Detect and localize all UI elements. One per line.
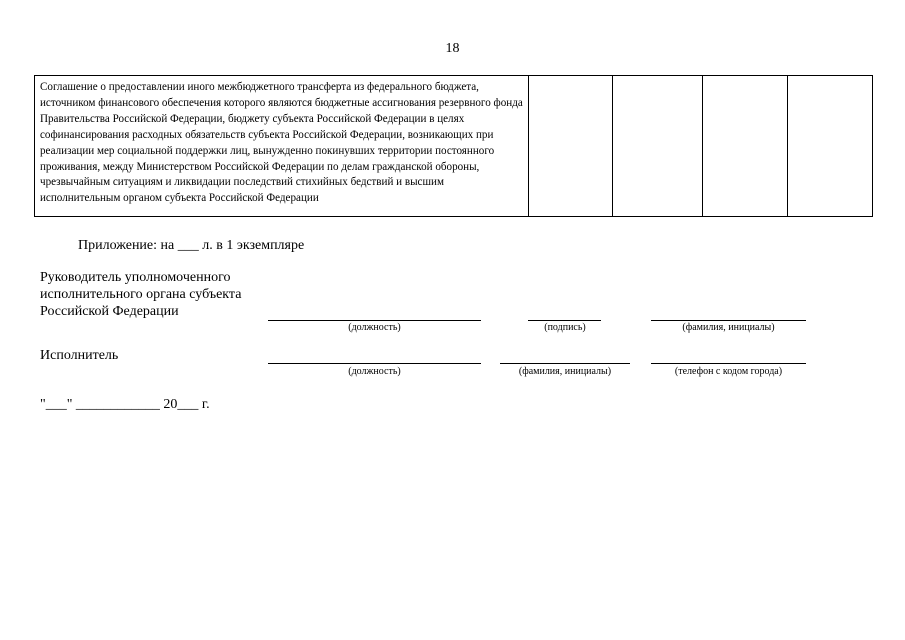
signer-signature-caption: (подпись): [544, 322, 586, 333]
table-cell-empty: [703, 76, 788, 217]
table-cell-empty: [529, 76, 613, 217]
executor-phone-caption: (телефон с кодом города): [674, 366, 783, 377]
agreement-description: Соглашение о предоставлении иного межбюджетного трансферта из федерального бюджета, источником финансового обеспечения которого являются бюджетные ассигнования резервного фонда Правительства Российской Федерации, бюджету субъекта Российской Федерации в целях софинансирования расходных обязательств субъекта Российской Федерации, возникающих при реализации мер социальной поддержки лиц, вынужденно покинувших территории постоянного проживания, между Министерством Российской Федерации по делам гражданской обороны, чрезвычайным ситуациям и ликвидации последствий стихийных бедствий и высшим исполнительным органом субъекта Российской Федерации: [40, 81, 523, 205]
table-cell-empty: [788, 76, 873, 217]
signer-position-caption: (должность): [348, 322, 401, 333]
table-row: [35, 76, 873, 217]
signer-position-line: [268, 320, 481, 321]
table-cell-empty: [613, 76, 703, 217]
agreement-table: [34, 75, 873, 217]
executor-label: Исполнитель: [40, 348, 119, 363]
page-number: 18: [445, 41, 460, 56]
signer-name-line: [651, 320, 806, 321]
signer-signature-line: [528, 320, 601, 321]
table-cell-description: [35, 76, 529, 217]
signer-name-caption: (фамилия, инициалы): [682, 322, 775, 333]
date-line: "___" ____________ 20___ г.: [40, 397, 210, 412]
appendix-note: Приложение: на ___ л. в 1 экземпляре: [78, 238, 305, 253]
executor-position-caption: (должность): [348, 366, 401, 377]
executor-phone-line: [651, 363, 806, 364]
executor-name-caption: (фамилия, инициалы): [518, 366, 612, 377]
executor-position-line: [268, 363, 481, 364]
signer-label: Руководитель уполномоченного исполнительного органа субъекта Российской Федерации: [40, 270, 242, 319]
executor-name-line: [500, 363, 630, 364]
